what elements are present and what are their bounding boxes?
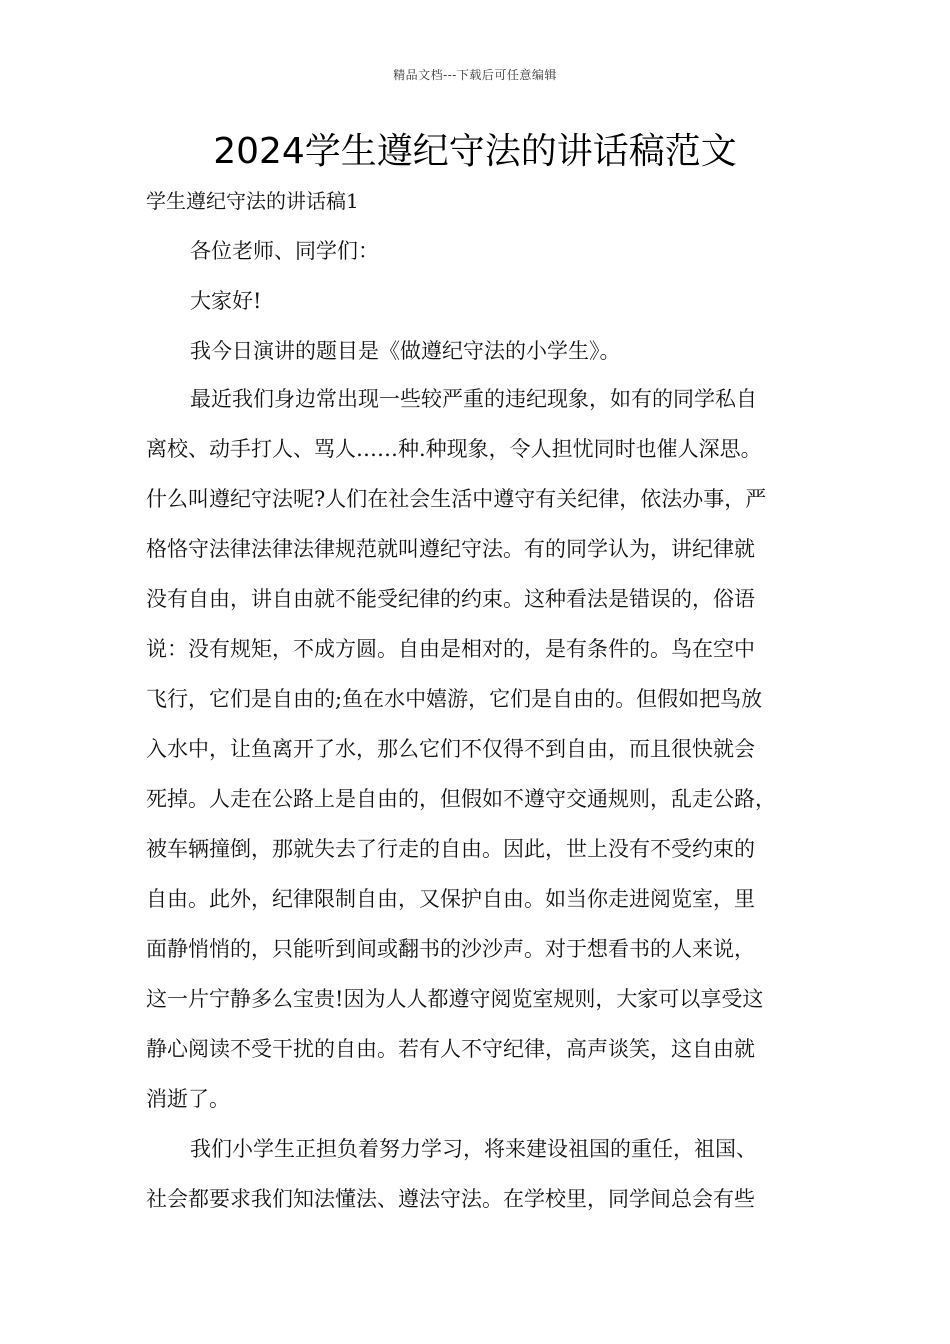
text-line: 自由。此外，纪律限制自由，又保护自由。如当你走进阅览室，里 [146, 887, 755, 911]
text-line: 说：没有规矩，不成方圆。自由是相对的，是有条件的。鸟在空中 [146, 637, 755, 661]
text-line: 我们小学生正担负着努力学习，将来建设祖国的重任，祖国、 [190, 1137, 757, 1161]
document-title: 2024学生遵纪守法的讲话稿范文 [213, 131, 737, 172]
text-line: 我今日演讲的题目是《做遵纪守法的小学生》。 [190, 339, 621, 363]
text-line: 什么叫遵纪守法呢?人们在社会生活中遵守有关纪律，依法办事，严 [146, 487, 767, 511]
section-subheading: 学生遵纪守法的讲话稿1 [146, 189, 359, 213]
text-line: 飞行，它们是自由的;鱼在水中嬉游，它们是自由的。但假如把鸟放 [146, 687, 763, 711]
text-line: 最近我们身边常出现一些较严重的违纪现象，如有的同学私自 [190, 387, 757, 411]
text-line: 消逝了。 [146, 1087, 230, 1111]
text-line: 这一片宁静多么宝贵!因为人人都遵守阅览室规则，大家可以享受这 [146, 987, 764, 1011]
text-line: 社会都要求我们知法懂法、遵法守法。在学校里，同学间总会有些 [146, 1187, 755, 1211]
text-line: 格恪守法律法律法律规范就叫遵纪守法。有的同学认为，讲纪律就 [146, 537, 755, 561]
text-line: 静心阅读不受干扰的自由。若有人不守纪律，高声谈笑，这自由就 [146, 1037, 755, 1061]
header-note: 精品文档---下载后可任意编辑 [393, 68, 557, 82]
text-line: 被车辆撞倒，那就失去了行走的自由。因此，世上没有不受约束的 [146, 837, 755, 861]
text-line: 没有自由，讲自由就不能受纪律的约束。这种看法是错误的，俗语 [146, 587, 755, 611]
text-line: 入水中，让鱼离开了水，那么它们不仅得不到自由，而且很快就会 [146, 737, 755, 761]
text-line: 各位老师、同学们： [190, 239, 379, 263]
text-line: 离校、动手打人、骂人……种.种现象，令人担忧同时也催人深思。 [146, 437, 762, 461]
text-line: 面静悄悄的，只能听到间或翻书的沙沙声。对于想看书的人来说， [146, 937, 755, 961]
text-line: 死掉。人走在公路上是自由的，但假如不遵守交通规则，乱走公路， [146, 787, 776, 811]
text-line: 大家好! [190, 289, 262, 313]
